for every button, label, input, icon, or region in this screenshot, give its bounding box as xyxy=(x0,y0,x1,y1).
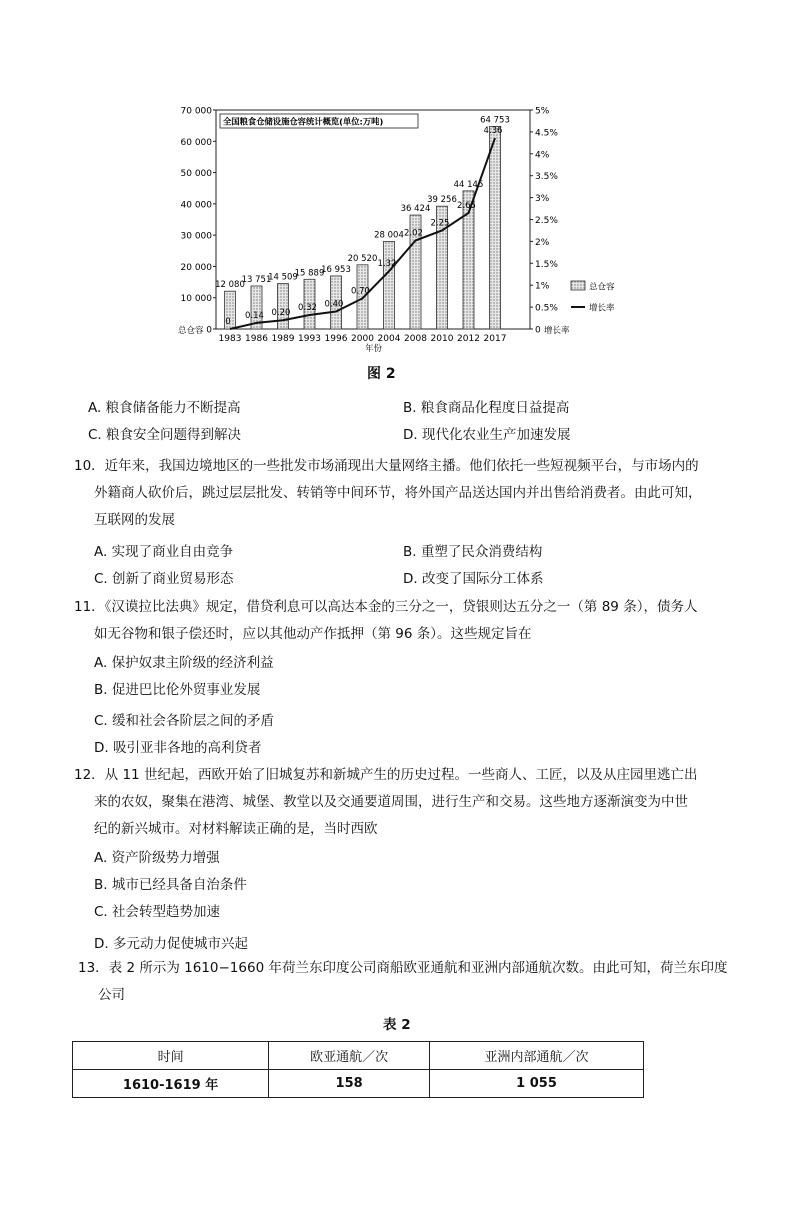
x-tick-label: 1993 xyxy=(298,334,321,344)
q10-option-c[interactable]: C. 创新了商业贸易形态 xyxy=(94,571,234,587)
bar-value-label: 36 424 xyxy=(400,204,431,215)
right-axis-tick-label: 0.5% xyxy=(535,303,558,314)
left-axis-tick-label: 60 000 xyxy=(180,137,212,148)
growth-rate-label: 1.32 xyxy=(377,259,397,270)
q11-option-d[interactable]: D. 吸引亚非各地的高利贷者 xyxy=(94,740,262,756)
q12-stem-line-1: 12．从 11 世纪起，西欧开始了旧城复苏和新城产生的历史过程。一些商人、工匠，以及从庄园里逃亡出 xyxy=(74,767,698,783)
q9-option-c[interactable]: C. 粮食安全问题得到解决 xyxy=(88,427,242,443)
q9-option-a[interactable]: A. 粮食储备能力不断提高 xyxy=(88,400,241,416)
x-tick-label: 2012 xyxy=(457,334,480,344)
voyages-table xyxy=(72,1041,644,1098)
x-tick-label: 2017 xyxy=(483,334,507,344)
bar-value-label: 15 889 xyxy=(294,268,325,279)
right-axis-tick-label: 5% xyxy=(535,106,550,117)
right-axis-tick-label: 2% xyxy=(535,237,550,248)
x-axis-title: 年份 xyxy=(365,344,383,354)
bar-value-label: 20 520 xyxy=(347,253,378,264)
x-tick-label: 2010 xyxy=(430,334,454,344)
bar-2004 xyxy=(384,241,395,329)
right-axis-tick-label: 1% xyxy=(535,281,550,292)
legend-bar-label: 总仓容 xyxy=(589,282,615,293)
growth-rate-label: 2.02 xyxy=(404,228,423,239)
left-axis-tick-label: 50 000 xyxy=(180,169,212,180)
q10-stem-line-1: 10．近年来，我国边境地区的一些批发市场涌现出大量网络主播。他们依托一些短视频平台，与市场内的 xyxy=(74,458,699,474)
table-row xyxy=(73,1070,644,1098)
q9-option-b[interactable]: B. 粮食商品化程度日益提高 xyxy=(403,400,570,416)
table-header-cell: 欧亚通航／次 xyxy=(269,1042,430,1070)
q10-stem-line-2: 外籍商人砍价后，跳过层层批发、转销等中间环节，将外国产品送达国内并出售给消费者。由此可知， xyxy=(94,485,702,501)
table-cell: 1610-1619 年 xyxy=(73,1070,269,1098)
q11-option-c[interactable]: C. 缓和社会各阶层之间的矛盾 xyxy=(94,713,275,729)
right-axis-tick-label: 1.5% xyxy=(535,259,558,270)
left-axis-title: 总仓容 xyxy=(178,326,204,336)
growth-rate-label: 0.70 xyxy=(351,286,370,297)
growth-rate-label: 0.14 xyxy=(245,310,264,321)
right-axis-tick-label: 2.5% xyxy=(535,216,558,226)
right-axis-tick-label: 0 xyxy=(535,325,541,336)
bar-value-label: 13 751 xyxy=(241,274,272,285)
q10-stem-line-3: 互联网的发展 xyxy=(94,512,175,528)
q11-option-a[interactable]: A. 保护奴隶主阶级的经济利益 xyxy=(94,655,274,671)
table-caption: 表 2 xyxy=(383,1017,411,1033)
left-axis-tick-label: 20 000 xyxy=(180,262,212,273)
bar-value-label: 39 256 xyxy=(427,195,457,206)
q11-stem-line-1: 11．《汉谟拉比法典》规定，借贷利息可以高达本金的三分之一，贷银则达五分之一（第 89 条），债务人 xyxy=(74,599,698,615)
table-header-cell: 时间 xyxy=(73,1042,269,1070)
plot-frame xyxy=(216,110,530,329)
q12-stem-line-2: 来的农奴，聚集在港湾、城堡、教堂以及交通要道周围，进行生产和交易。这些地方逐渐演变为中世 xyxy=(94,794,688,810)
legend-bar-swatch xyxy=(571,281,585,290)
q12-option-a[interactable]: A. 资产阶级势力增强 xyxy=(94,850,220,866)
x-tick-label: 1996 xyxy=(324,334,348,344)
chart-title: 全国粮食仓储设施仓容统计概览(单位:万吨) xyxy=(223,116,384,127)
q12-option-c[interactable]: C. 社会转型趋势加速 xyxy=(94,904,221,920)
table-cell: 1 055 xyxy=(430,1070,644,1098)
q13-stem-line-2: 公司 xyxy=(98,987,125,1003)
x-tick-label: 2008 xyxy=(404,334,427,344)
q13-stem-line-1: 13．表 2 所示为 1610−1660 年荷兰东印度公司商船欧亚通航和亚洲内部通航次数。由此可知，荷兰东印度 xyxy=(78,960,728,976)
growth-rate-label: 2.65 xyxy=(457,200,476,211)
q10-option-b[interactable]: B. 重塑了民众消费结构 xyxy=(403,544,543,560)
left-axis-tick-label: 10 000 xyxy=(180,294,212,305)
bar-value-label: 28 004 xyxy=(374,230,404,241)
bar-1989 xyxy=(278,284,289,329)
figure-caption: 图 2 xyxy=(367,366,396,382)
table-cell: 158 xyxy=(269,1070,430,1098)
q12-option-b[interactable]: B. 城市已经具备自治条件 xyxy=(94,877,247,893)
growth-rate-label: 0.40 xyxy=(324,299,344,310)
q11-option-b[interactable]: B. 促进巴比伦外贸事业发展 xyxy=(94,682,261,698)
left-axis-tick-label: 0 xyxy=(206,325,212,336)
left-axis-tick-label: 30 000 xyxy=(180,231,212,242)
right-axis-tick-label: 3.5% xyxy=(535,172,558,183)
table-header-row xyxy=(73,1042,644,1070)
q10-option-d[interactable]: D. 改变了国际分工体系 xyxy=(403,571,544,587)
x-tick-label: 2000 xyxy=(351,334,374,344)
q12-stem-line-3: 纪的新兴城市。对材料解读正确的是，当时西欧 xyxy=(94,821,378,837)
left-axis-tick-label: 40 000 xyxy=(180,200,212,211)
growth-rate-label: 0.32 xyxy=(298,302,317,313)
growth-rate-label: 0 xyxy=(225,317,231,327)
growth-rate-label: 0.20 xyxy=(271,308,291,319)
growth-rate-label: 2.25 xyxy=(430,218,450,229)
legend-line-label: 增长率 xyxy=(589,303,615,314)
x-tick-label: 1989 xyxy=(271,334,295,344)
table-header-cell: 亚洲内部通航／次 xyxy=(430,1042,644,1070)
x-tick-label: 1983 xyxy=(218,334,242,344)
right-axis-tick-label: 3% xyxy=(535,194,550,205)
bar-value-label: 12 080 xyxy=(215,280,245,291)
q12-option-d[interactable]: D. 多元动力促使城市兴起 xyxy=(94,936,248,952)
x-tick-label: 1986 xyxy=(245,334,268,344)
bar-2017 xyxy=(490,126,501,329)
bar-value-label: 44 145 xyxy=(453,179,484,190)
right-axis-title: 增长率 xyxy=(544,326,570,336)
grain-storage-chart xyxy=(160,98,630,360)
right-axis-tick-label: 4.5% xyxy=(535,128,558,139)
bar-value-label: 14 509 xyxy=(268,272,298,283)
q9-option-d[interactable]: D. 现代化农业生产加速发展 xyxy=(403,427,571,443)
left-axis-tick-label: 70 000 xyxy=(180,106,212,117)
right-axis-tick-label: 4% xyxy=(535,150,550,161)
x-tick-label: 2004 xyxy=(377,334,401,344)
bar-2000 xyxy=(357,265,368,329)
q10-option-a[interactable]: A. 实现了商业自由竞争 xyxy=(94,544,234,560)
q11-stem-line-2: 如无谷物和银子偿还时，应以其他动产作抵押（第 96 条）。这些规定旨在 xyxy=(94,626,532,642)
bar-value-label: 16 953 xyxy=(321,264,351,275)
growth-rate-label: 4.36 xyxy=(483,126,503,137)
bar-value-label: 64 753 xyxy=(480,115,510,126)
